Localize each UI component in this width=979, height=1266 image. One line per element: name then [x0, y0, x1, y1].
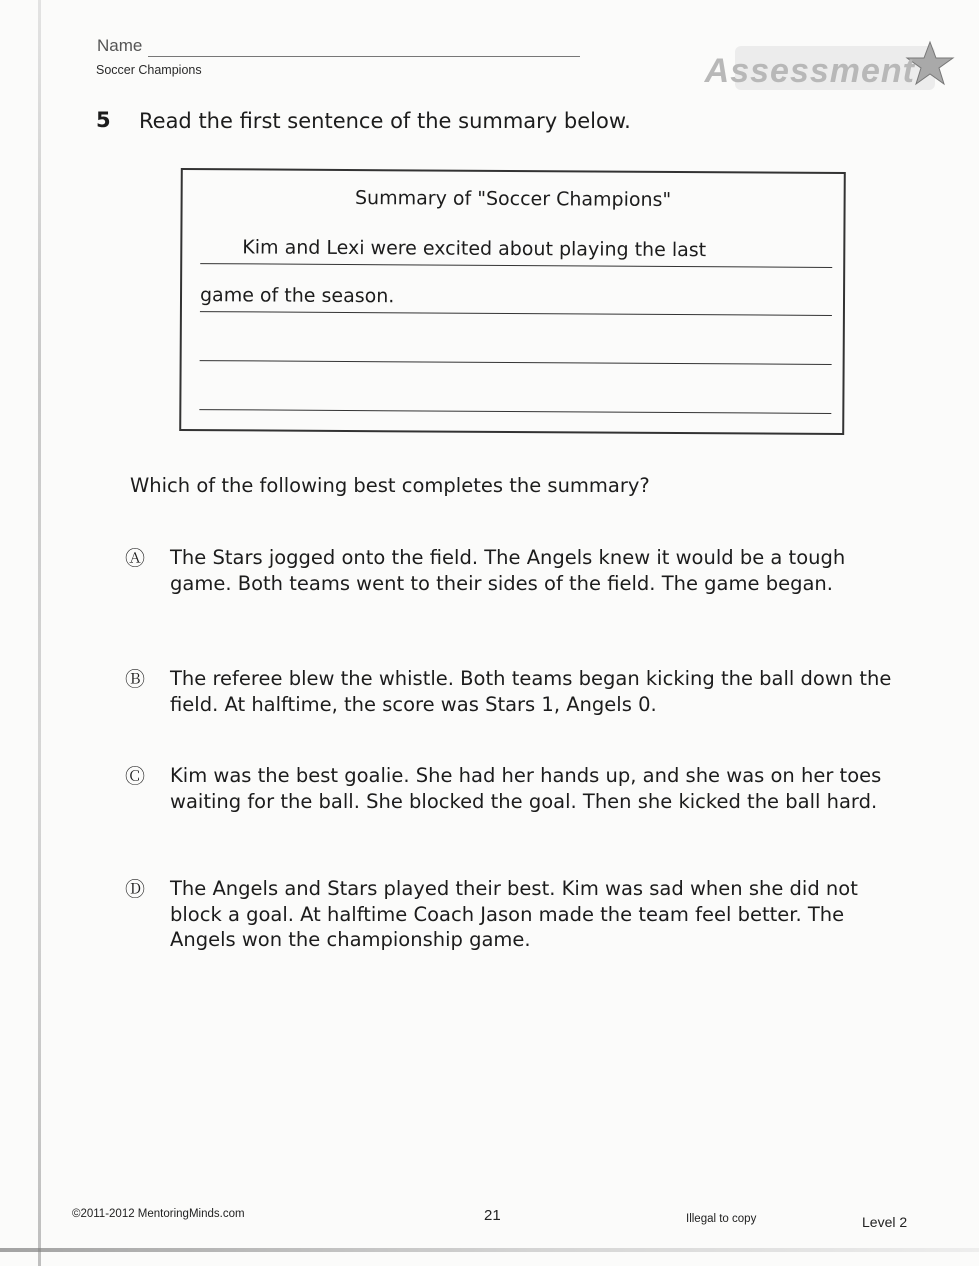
question-number: 5: [96, 108, 111, 132]
scan-edge: [38, 0, 41, 1266]
footer-notice: Illegal to copy: [686, 1213, 757, 1225]
option-c-bubble[interactable]: Ⓒ: [125, 764, 145, 788]
option-b-bubble[interactable]: Ⓑ: [125, 667, 145, 691]
summary-line-2: [200, 311, 832, 316]
question-prompt: Read the first sentence of the summary below.: [139, 109, 631, 133]
summary-line-4[interactable]: [199, 409, 831, 414]
badge-text: Assessment: [704, 52, 915, 90]
summary-line-3[interactable]: [200, 360, 832, 365]
summary-line-1-text: Kim and Lexi were excited about playing the last: [242, 236, 707, 262]
option-d-bubble[interactable]: Ⓓ: [125, 877, 145, 901]
name-line[interactable]: [148, 56, 580, 57]
page-number: 21: [484, 1207, 501, 1224]
summary-line-1: [200, 263, 832, 268]
summary-title: Summary of "Soccer Champions": [354, 187, 672, 211]
summary-box: [179, 168, 846, 435]
option-a-bubble[interactable]: Ⓐ: [125, 546, 145, 570]
option-a-text: The Stars jogged onto the field. The Angels knew it would be a tough game. Both teams went to their sides of the field. The game began.: [170, 546, 846, 595]
assessment-badge: [704, 38, 955, 98]
option-d-text: The Angels and Stars played their best. Kim was sad when she did not block a goal. At halftime Coach Jason made the team feel better. The Angels won the championship game.: [170, 877, 858, 951]
followup-question: Which of the following best completes the summary?: [130, 474, 650, 497]
page-subtitle: Soccer Champions: [96, 63, 202, 77]
option-b-text: The referee blew the whistle. Both teams began kicking the ball down the field. At halftime, the score was Stars 1, Angels 0.: [170, 667, 892, 716]
name-label: Name: [97, 36, 143, 55]
footer-copyright: ©2011-2012 MentoringMinds.com: [72, 1208, 245, 1220]
summary-line-2-text: game of the season.: [199, 284, 395, 308]
footer-level: Level 2: [862, 1214, 908, 1230]
scan-bottom-edge: [0, 1248, 979, 1252]
option-c-text: Kim was the best goalie. She had her hands up, and she was on her toes waiting for the ball. She blocked the goal. Then she kicked the ball hard.: [170, 764, 882, 813]
